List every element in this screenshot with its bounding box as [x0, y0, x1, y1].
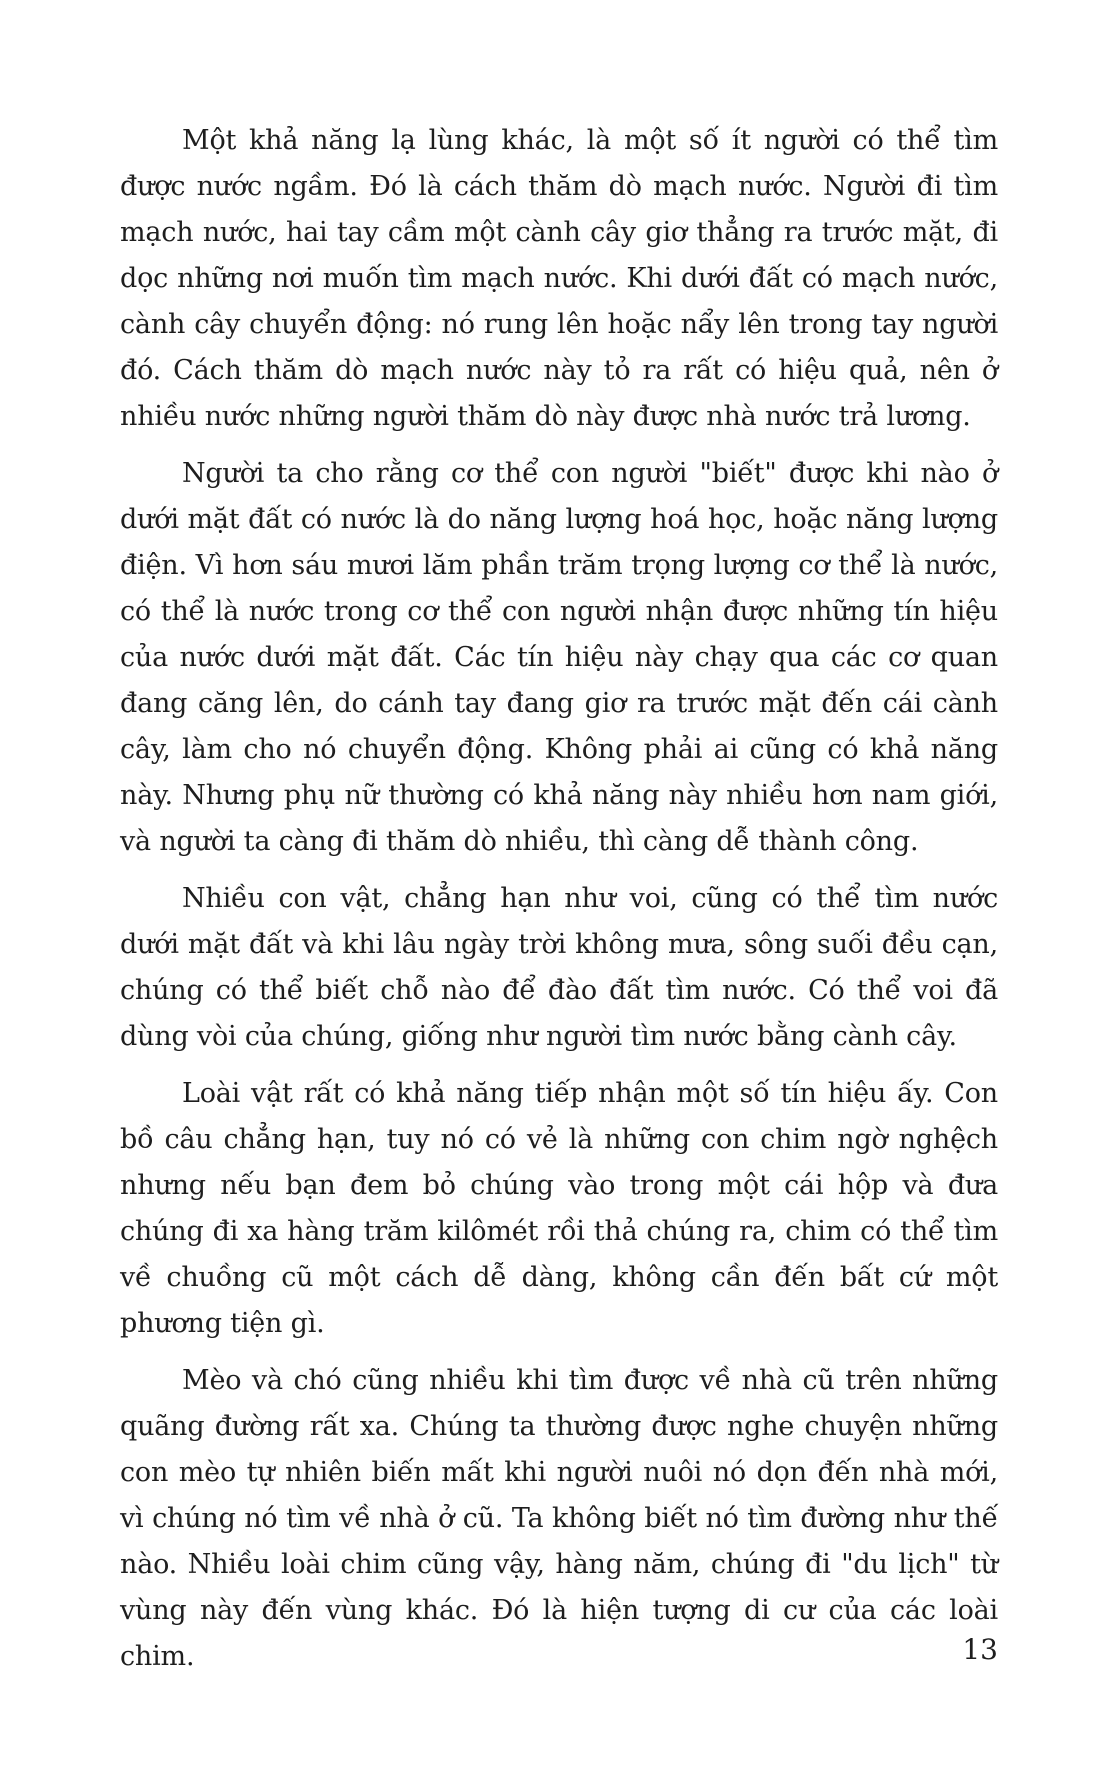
paragraph-3: Nhiều con vật, chẳng hạn như voi, cũng có thể tìm nước dưới mặt đất và khi lâu ngày trời không mưa, sông suối đều cạn, chúng có thể biết chỗ nào để đào đất tìm nước. Có thể voi đã dùng vòi của chúng, giống như người tìm nước bằng cành cây.: [120, 883, 998, 1052]
paragraph-2: Người ta cho rằng cơ thể con người "biết" được khi nào ở dưới mặt đất có nước là do năng lượng hoá học, hoặc năng lượng điện. Vì hơn sáu mươi lăm phần trăm trọng lượng cơ thể là nước, có thể là nước trong cơ thể con người nhận được những tín hiệu của nước dưới mặt đất. Các tín hiệu này chạy qua các cơ quan đang căng lên, do cánh tay đang giơ ra trước mặt đến cái cành cây, làm cho nó chuyển động. Không phải ai cũng có khả năng này. Nhưng phụ nữ thường có khả năng này nhiều hơn nam giới, và người ta càng đi thăm dò nhiều, thì càng dễ thành công.: [120, 458, 998, 857]
page-body: [120, 118, 998, 1691]
page-number: 13: [962, 1633, 998, 1666]
paragraph-4: Loài vật rất có khả năng tiếp nhận một số tín hiệu ấy. Con bồ câu chẳng hạn, tuy nó có vẻ là những con chim ngờ nghệch nhưng nếu bạn đem bỏ chúng vào trong một cái hộp và đưa chúng đi xa hàng trăm kilômét rồi thả chúng ra, chim có thể tìm về chuồng cũ một cách dễ dàng, không cần đến bất cứ một phương tiện gì.: [120, 1078, 998, 1339]
paragraph-5: Mèo và chó cũng nhiều khi tìm được về nhà cũ trên những quãng đường rất xa. Chúng ta thường được nghe chuyện những con mèo tự nhiên biến mất khi người nuôi nó dọn đến nhà mới, vì chúng nó tìm về nhà ở cũ. Ta không biết nó tìm đường như thế nào. Nhiều loài chim cũng vậy, hàng năm, chúng đi "du lịch" từ vùng này đến vùng khác. Đó là hiện tượng di cư của các loài chim.: [120, 1365, 998, 1672]
paragraph-1: Một khả năng lạ lùng khác, là một số ít người có thể tìm được nước ngầm. Đó là cách thăm dò mạch nước. Người đi tìm mạch nước, hai tay cầm một cành cây giơ thẳng ra trước mặt, đi dọc những nơi muốn tìm mạch nước. Khi dưới đất có mạch nước, cành cây chuyển động: nó rung lên hoặc nẩy lên trong tay người đó. Cách thăm dò mạch nước này tỏ ra rất có hiệu quả, nên ở nhiều nước những người thăm dò này được nhà nước trả lương.: [120, 125, 998, 432]
